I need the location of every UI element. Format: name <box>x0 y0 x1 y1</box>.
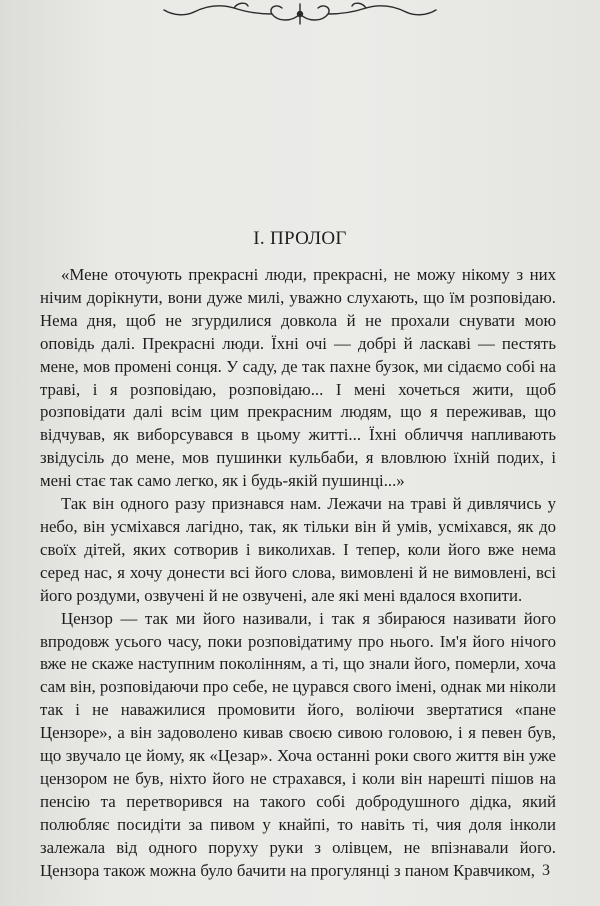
paragraph-2: Так він одного разу признався нам. Лежачи на траві й дивлячись у небо, він усміхався лагідно, так, як тільки він й умів, усміхався, як до своїх дітей, яких сотворив і виколихав. І тепер, коли його вже нема серед нас, я хочу донести всі його слова, вимовлені й не вимовлені, всі його роздуми, озвучені й не озвучені, але які мені вдалося вхопити. <box>40 494 556 605</box>
paragraph-3: Цензор — так ми його називали, і так я збираюся називати його впродовж усього часу, поки розповідатиму про нього. Ім'я його нічого вже не скаже наступним поколінням, а ті, що знали його, померли, хоча сам він, розповідаючи про себе, не цурався свого імені, однак ми ніколи так і не наважилися промовити його, воліючи звертатися «пане Цензоре», а він задоволено кивав своєю сивою головою, і я певен був, що звучало це йому, як «Цезар». Хоча останні роки свого життя він уже цензором не був, ніхто його не страхався, і коли він нарешті пішов на пенсію та перетворився на такого собі добродушного дідка, який полюбляє посидіти за пивом у кнайпі, то навіть ті, чия доля інколи залежала від одного поруху руки з олівцем, не впізнавали його. Цензора також можна було бачити на прогулянці з паном Кравчиком, <box>40 608 556 880</box>
body-text <box>40 264 556 882</box>
ornament-flourish-icon <box>150 0 450 30</box>
chapter-title: I. ПРОЛОГ <box>253 228 347 249</box>
page-number: 3 <box>542 862 550 879</box>
paragraph-1: «Мене оточують прекрасні люди, прекрасні, не можу нікому з них нічим дорікнути, вони дуже милі, уважно слухають, що їм розповідаю. Нема дня, щоб не згурдилися довкола й не прохали снувати мою оповідь далі. Прекрасні люди. Їхні очі — добрі й ласкаві — пестять мене, мов промені сонця. У саду, де так пахне бузок, ми сідаємо собі на траві, і я розповідаю, розповідаю... І мені хочеться жити, щоб розповідати далі всім цим прекрасним людям, що я переживав, що відчував, як виборсувався в цьому житті... Їхні обличчя напливають звідусіль до мене, мов пушинки кульбаби, я вловлюю їхній подих, і мені стає так само легко, як і будь-якій пушинці...» <box>40 265 556 491</box>
